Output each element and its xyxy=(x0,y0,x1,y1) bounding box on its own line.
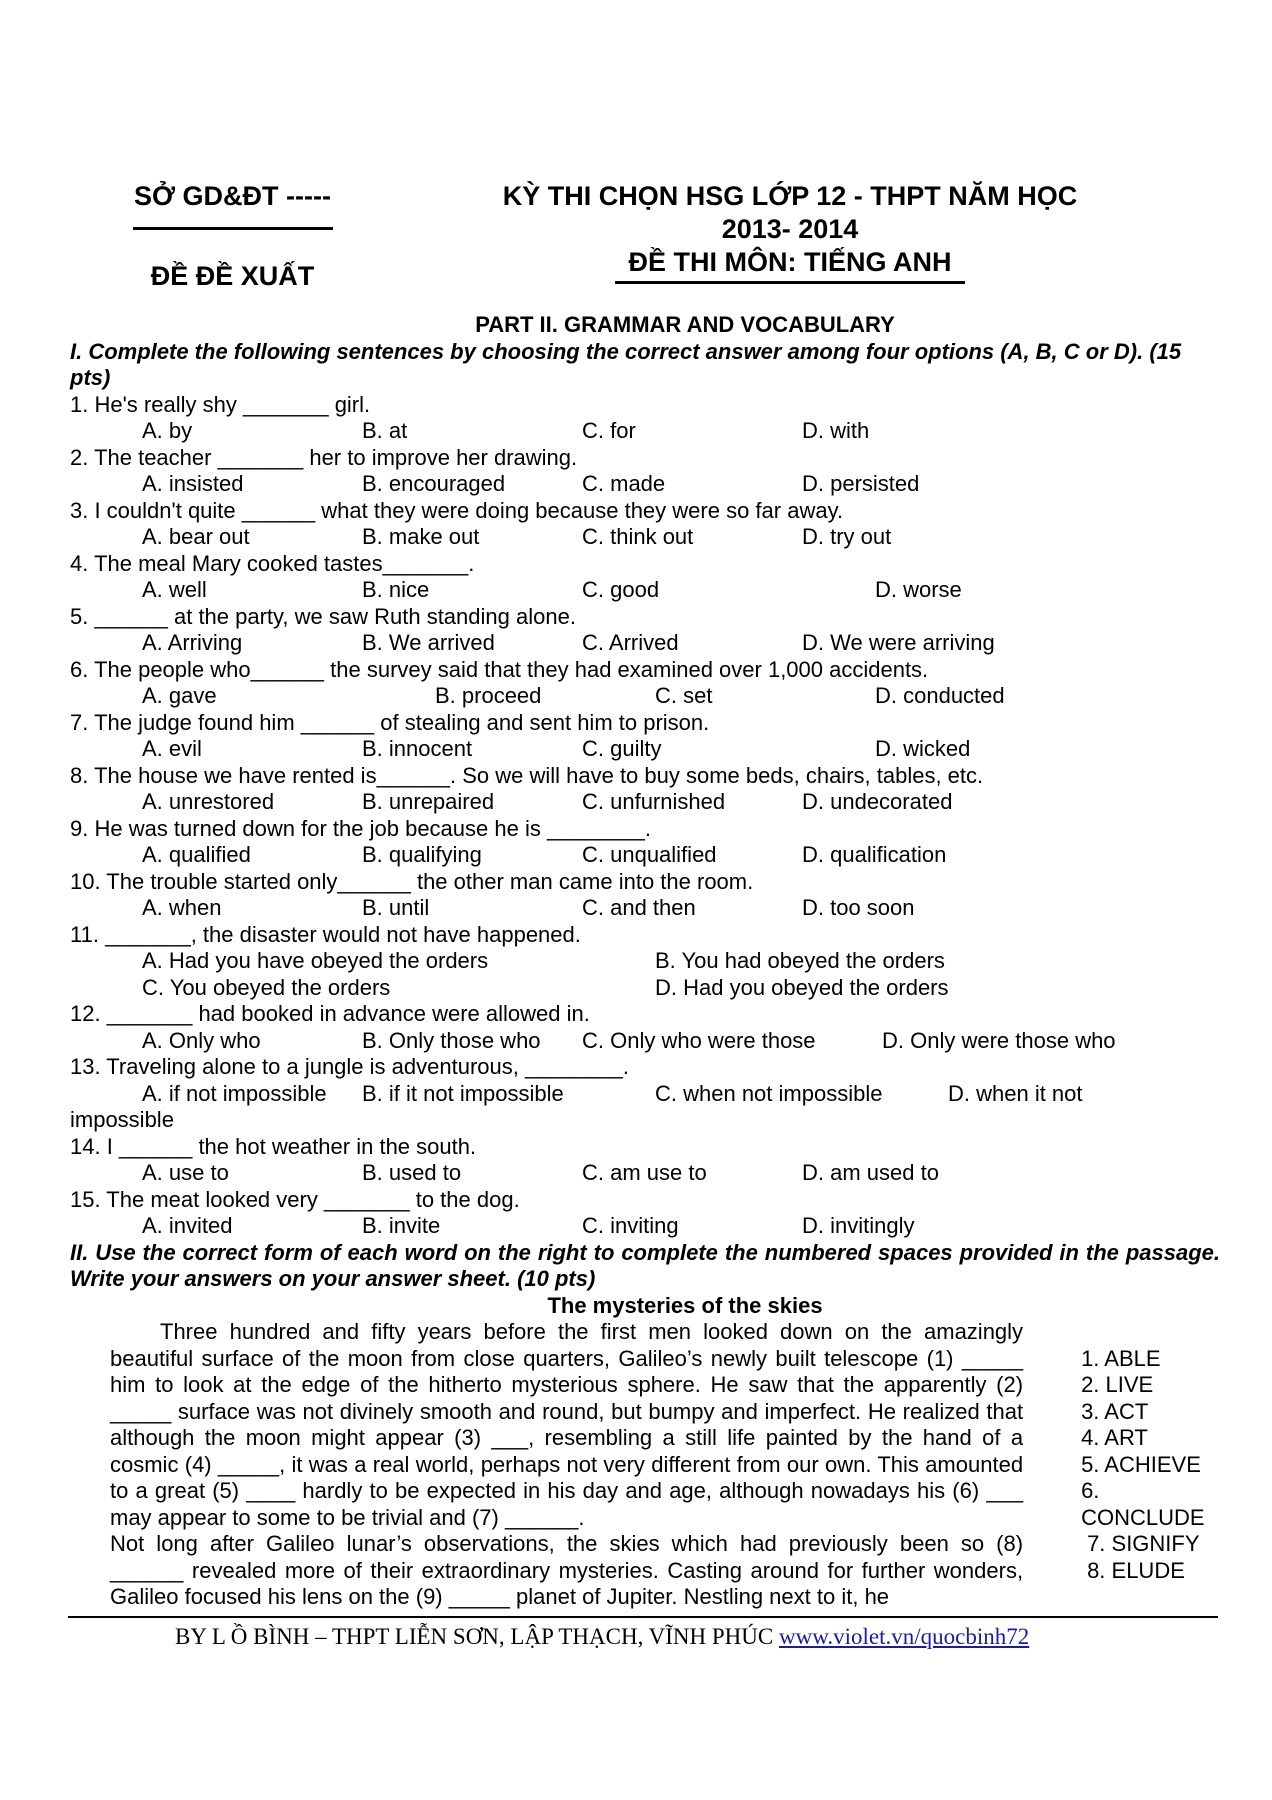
footer-author: BY L Ồ BÌNH – THPT LIỄN SƠN, LẬP THẠCH, VĨNH PHÚC xyxy=(175,1624,779,1649)
option-d: D. am used to xyxy=(802,1160,939,1185)
word-cue: 6. xyxy=(1081,1478,1100,1503)
option-c: C. set xyxy=(655,683,713,708)
header-left-rule xyxy=(133,227,333,230)
options-row xyxy=(70,1160,1220,1187)
option-c: C. guilty xyxy=(582,736,662,761)
option-a: A. evil xyxy=(142,736,202,761)
option-c: C. inviting xyxy=(582,1213,679,1238)
option-d: D. conducted xyxy=(875,683,1005,708)
option-a: A. well xyxy=(142,577,207,602)
options-row xyxy=(70,736,1220,763)
option-d: D. Had you obeyed the orders xyxy=(655,974,949,1000)
option-b: B. if it not impossible xyxy=(362,1080,564,1106)
footer-link[interactable]: www.violet.vn/quocbinh72 xyxy=(779,1624,1030,1649)
option-d: D. Only were those who xyxy=(882,1027,1116,1053)
option-c: C. am use to xyxy=(582,1160,707,1185)
option-b: B. You had obeyed the orders xyxy=(655,948,945,973)
options-row xyxy=(70,683,1220,710)
question-text: 13. Traveling alone to a jungle is adventurous, ________. xyxy=(70,1054,629,1079)
option-b: B. nice xyxy=(362,577,430,602)
header-left-rule-row xyxy=(100,227,365,260)
exam-title: KỲ THI CHỌN HSG LỚP 12 - THPT NĂM HỌC xyxy=(502,181,1078,211)
option-a: A. if not impossible xyxy=(142,1080,327,1106)
option-b: B. until xyxy=(362,895,430,920)
word-cue: 8. ELUDE xyxy=(1087,1557,1185,1583)
option-d: D. worse xyxy=(875,577,962,602)
question-text: 14. I ______ the hot weather in the south. xyxy=(70,1133,477,1159)
section1-instruction: I. Complete the following sentences by choosing the correct answer among four options (A, B, C or D). (15 pts) xyxy=(70,338,1182,390)
options-row xyxy=(70,418,1220,445)
option-a: A. qualified xyxy=(142,842,251,867)
option-b: B. We arrived xyxy=(362,630,495,655)
section2-instruction: II. Use the correct form of each word on the right to complete the numbered spaces provided in the passage. Write your answers on your answer sheet. (10 pts) xyxy=(70,1239,1220,1291)
options-row xyxy=(70,630,1220,657)
word-cue: 5. ACHIEVE xyxy=(1081,1451,1201,1477)
word-cue: 1. ABLE xyxy=(1081,1345,1161,1371)
passage-text xyxy=(110,1319,1023,1611)
option-a: A. when xyxy=(142,895,222,920)
option-c: C. good xyxy=(582,577,660,602)
options-row xyxy=(70,1213,1220,1240)
question-list xyxy=(70,392,1220,1240)
word-list xyxy=(1081,1319,1220,1611)
question-text: 11. _______, the disaster would not have happened. xyxy=(70,921,581,947)
option-d: D. too soon xyxy=(802,895,915,920)
option-d: D. invitingly xyxy=(802,1213,915,1238)
question-text: 15. The meat looked very _______ to the dog. xyxy=(70,1186,520,1212)
option-d: D. try out xyxy=(802,524,892,549)
passage-paragraph-1: Three hundred and fifty years before the first men looked down on the amazingly beautiful surface of the moon from close quarters, Galileo’s newly built telescope (1) _____ him to look at the edge of the hitherto mysterious sphere. He saw that the apparently (2) _____ surface was not divinely smooth and round, but bumpy and imperfect. He realized that although the moon might appear (3) ___, resembling a still life painted by the hand of a cosmic (4) _____, it was a real world, perhaps not very different from our own. This amounted to a great (5) ____ hardly to be expected in his day and age, although nowadays his (6) ___ may appear to some to be trivial and (7) ______. xyxy=(110,1319,1024,1530)
options-row xyxy=(70,1081,1220,1108)
passage-paragraph-2: Not long after Galileo lunar’s observations, the skies which had previously been so (8) ______ revealed more of their extraordinary mysteries. Casting around for further wonders, Galileo focused his lens on the (9) _____ planet of Jupiter. Nestling next to it, he xyxy=(110,1531,1024,1609)
option-d: D. when it not xyxy=(948,1080,1083,1106)
option-b: B. Only those who xyxy=(362,1027,541,1053)
option-b: B. invite xyxy=(362,1213,441,1238)
option-a: A. bear out xyxy=(142,524,250,549)
word-cue: CONCLUDE xyxy=(1081,1504,1205,1530)
passage xyxy=(70,1319,1220,1611)
options-row xyxy=(70,1028,1220,1055)
options-row xyxy=(70,471,1220,498)
word-cue: 2. LIVE xyxy=(1081,1372,1154,1397)
option-c: C. think out xyxy=(582,524,694,549)
option-a: A. use to xyxy=(142,1160,229,1185)
options-row xyxy=(70,948,1220,975)
option-a: A. Only who xyxy=(142,1027,261,1053)
option-b: B. make out xyxy=(362,524,480,549)
option-d: D. wicked xyxy=(875,736,971,761)
footer-rule xyxy=(68,1616,1218,1618)
question-text: 2. The teacher _______ her to improve her drawing. xyxy=(70,444,578,470)
option-b: B. qualifying xyxy=(362,842,482,867)
header-left xyxy=(100,180,365,293)
option-a: A. invited xyxy=(142,1213,233,1238)
option-c: C. for xyxy=(582,418,636,443)
option-b: B. unrepaired xyxy=(362,789,495,814)
options-row xyxy=(70,895,1220,922)
option-a: A. by xyxy=(142,418,193,443)
question-text: 4. The meal Mary cooked tastes_______. xyxy=(70,550,475,576)
header-right xyxy=(420,180,1160,284)
option-d: D. We were arriving xyxy=(802,630,995,655)
option-c: C. Arrived xyxy=(582,630,679,655)
option-c: C. and then xyxy=(582,895,696,920)
footer xyxy=(175,1624,1029,1650)
question-text: 8. The house we have rented is______. So we will have to buy some beds, chairs, tables, etc. xyxy=(70,762,984,788)
header-right-rule xyxy=(615,281,965,284)
word-cue: 3. ACT xyxy=(1081,1398,1149,1424)
option-c: C. Only who were those xyxy=(582,1027,816,1053)
option-b: B. encouraged xyxy=(362,471,506,496)
option-c: C. You obeyed the orders xyxy=(142,974,391,1000)
word-cue: 4. ART xyxy=(1081,1425,1148,1450)
question-text: 3. I couldn't quite ______ what they were doing because they were so far away. xyxy=(70,497,844,523)
options-row xyxy=(70,842,1220,869)
option-a: A. gave xyxy=(142,683,217,708)
question-text: 9. He was turned down for the job because he is ________. xyxy=(70,815,651,841)
word-cue: 7. SIGNIFY xyxy=(1087,1531,1200,1556)
subject-label: ĐỀ THI MÔN: TIẾNG ANH xyxy=(628,247,952,277)
options-row xyxy=(70,975,1220,1002)
option-d: D. persisted xyxy=(802,471,920,496)
option-a: A. insisted xyxy=(142,471,244,496)
option-d: D. with xyxy=(802,418,870,443)
option-d: D. qualification xyxy=(802,842,947,867)
option-c: C. unfurnished xyxy=(582,789,726,814)
option-b: B. proceed xyxy=(435,683,542,708)
department-label: SỞ GD&ĐT ----- xyxy=(134,181,331,211)
question-text: 12. _______ had booked in advance were allowed in. xyxy=(70,1001,590,1026)
options-row xyxy=(70,577,1220,604)
option-b: B. innocent xyxy=(362,736,473,761)
option-d-continued: impossible xyxy=(70,1107,174,1132)
option-b: B. at xyxy=(362,418,408,443)
part-title: PART II. GRAMMAR AND VOCABULARY xyxy=(475,312,895,337)
exam-type-label: ĐỀ ĐỀ XUẤT xyxy=(150,261,315,291)
option-a: A. unrestored xyxy=(142,789,275,814)
option-c: C. when not impossible xyxy=(655,1080,883,1106)
question-text: 5. ______ at the party, we saw Ruth standing alone. xyxy=(70,603,576,629)
question-text: 1. He's really shy _______ girl. xyxy=(70,391,371,417)
school-year: 2013- 2014 xyxy=(721,214,859,244)
question-text: 10. The trouble started only______ the other man came into the room. xyxy=(70,868,754,894)
option-b: B. used to xyxy=(362,1160,462,1185)
option-a: A. Had you have obeyed the orders xyxy=(142,948,489,973)
question-text: 6. The people who______ the survey said that they had examined over 1,000 accidents. xyxy=(70,656,929,682)
option-c: C. unqualified xyxy=(582,842,717,867)
passage-title: The mysteries of the skies xyxy=(547,1292,823,1318)
question-text: 7. The judge found him ______ of stealing and sent him to prison. xyxy=(70,709,710,735)
option-d: D. undecorated xyxy=(802,789,953,814)
options-row xyxy=(70,789,1220,816)
options-row xyxy=(70,524,1220,551)
option-c: C. made xyxy=(582,471,666,496)
exam-body xyxy=(70,312,1220,1611)
option-a: A. Arriving xyxy=(142,630,243,655)
